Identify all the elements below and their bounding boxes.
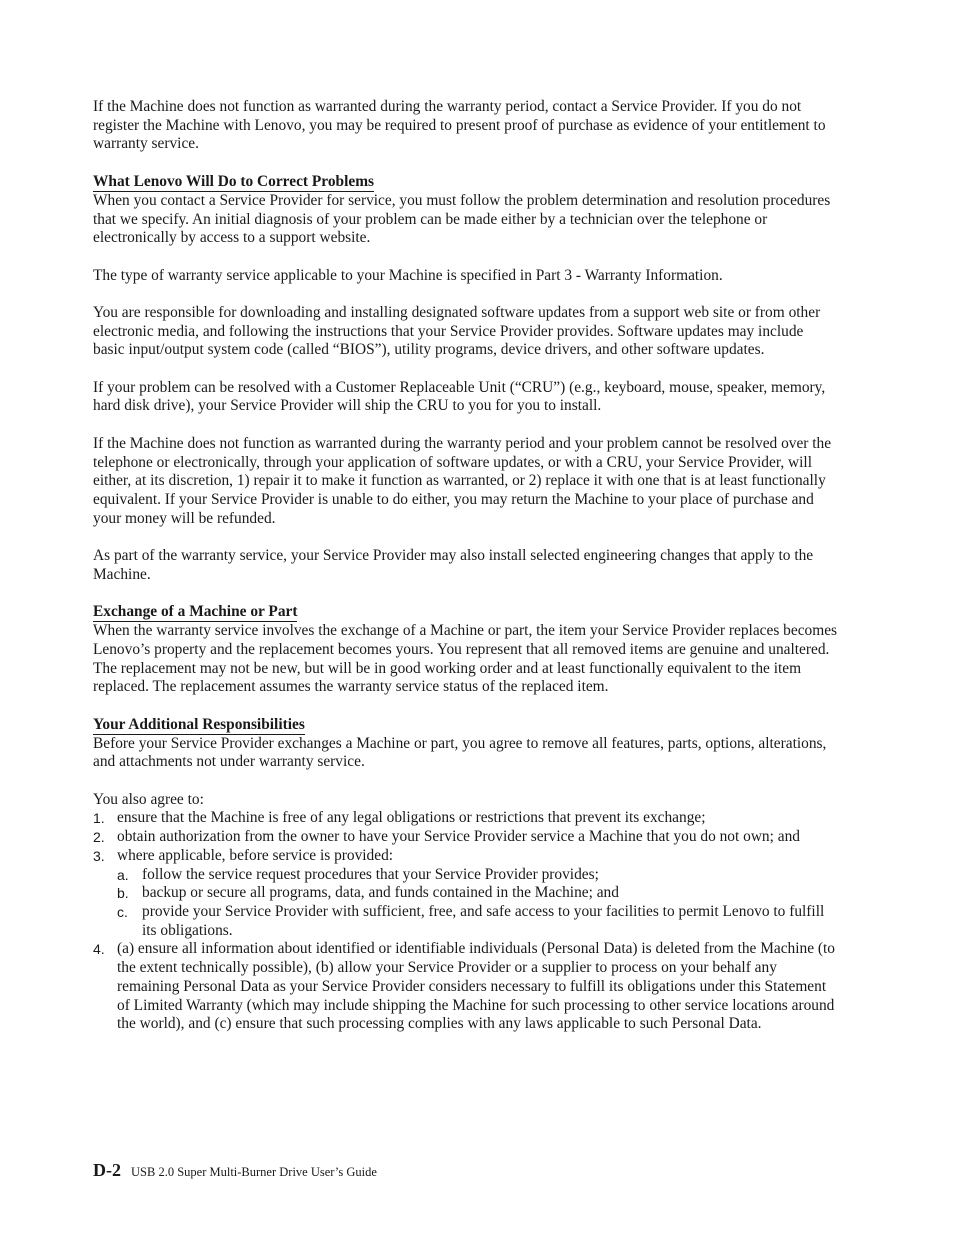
list-item-text: (a) ensure all information about identified or identifiable individuals (Personal Data) is deleted from the Machine (to the extent technically possible), (b) allow your Service Provider or a supplier to process on your behalf any remaining Personal Data as your Service Provider considers necessary to fulfill its obligations under this Statement of Limited Warranty (which may include shipping the Machine for such processing to other service locations around the world), and (c) ensure that such processing complies with any laws applicable to such Personal Data. (117, 940, 836, 1033)
book-title: USB 2.0 Super Multi-Burner Drive User’s Guide (131, 1165, 377, 1179)
responsibilities-list (93, 809, 838, 1033)
list-item-text: ensure that the Machine is free of any legal obligations or restrictions that prevent its exchange; (117, 809, 706, 827)
paragraph: The type of warranty service applicable to your Machine is specified in Part 3 - Warranty Information. (93, 266, 723, 284)
paragraph: As part of the warranty service, your Service Provider may also install selected engineering changes that apply to the Machine. (93, 547, 814, 583)
list-item (93, 847, 838, 941)
list-marker: 3. (93, 847, 105, 864)
section-heading-wrap (93, 603, 838, 622)
section-heading-wrap (93, 173, 838, 192)
sub-list-item-text: provide your Service Provider with sufficient, free, and safe access to your facilities to permit Lenovo to fulfill its obligations. (142, 902, 825, 939)
page-footer (93, 1160, 377, 1181)
paragraph: If the Machine does not function as warranted during the warranty period and your problem cannot be resolved over the telephone or electronically, through your application of software updates, or with a CRU, your Service Provider, will either, at its discretion, 1) repair it to make it function as warranted, or 2) replace it with one that is at least functionally equivalent. If your Service Provider is unable to do either, you may return the Machine to your place of purchase and your money will be refunded. (93, 434, 832, 527)
sub-list-marker: b. (117, 885, 129, 902)
sub-list-item-text: backup or secure all programs, data, and funds contained in the Machine; and (142, 884, 619, 902)
paragraph: When the warranty service involves the exchange of a Machine or part, the item your Service Provider replaces becomes Lenovo’s property and the replacement becomes yours. You represent that all removed items are genuine and unaltered. The replacement may not be new, but will be in good working order and at least functionally equivalent to the item replaced. The replacement assumes the warranty service status of the replaced item. (93, 622, 838, 696)
sub-list-marker: c. (117, 903, 128, 920)
sub-list-marker: a. (117, 866, 129, 883)
list-item (93, 809, 838, 828)
agree-intro: You also agree to: (93, 790, 204, 808)
sub-list-item (117, 884, 838, 903)
sub-list (117, 866, 838, 941)
section-heading-exchange: Exchange of a Machine or Part (93, 603, 298, 621)
list-item-text: obtain authorization from the owner to have your Service Provider service a Machine that you do not own; and (117, 828, 800, 846)
page-number: D-2 (93, 1160, 121, 1180)
list-item (93, 828, 838, 847)
page-content (93, 98, 838, 1034)
sub-list-item (117, 903, 838, 940)
list-marker: 1. (93, 810, 105, 827)
paragraph: When you contact a Service Provider for service, you must follow the problem determination and resolution procedures that we specify. An initial diagnosis of your problem can be made either by a technician over the telephone or electronically by access to a support website. (93, 191, 831, 247)
list-marker: 4. (93, 941, 105, 958)
section-heading-correct-problems: What Lenovo Will Do to Correct Problems (93, 172, 374, 190)
sub-list-item (117, 866, 838, 885)
paragraph: You are responsible for downloading and installing designated software updates from a support web site or from other electronic media, and following the instructions that your Service Provider provides. Software updates may include basic input/output system code (called “BIOS”), utility programs, device drivers, and other software updates. (93, 303, 821, 359)
section-heading-wrap (93, 716, 838, 735)
list-item-text: where applicable, before service is provided: (117, 846, 394, 864)
paragraph: Before your Service Provider exchanges a Machine or part, you agree to remove all features, parts, options, alterations, and attachments not under warranty service. (93, 734, 827, 771)
paragraph: If your problem can be resolved with a Customer Replaceable Unit (“CRU”) (e.g., keyboard, mouse, speaker, memory, hard disk drive), your Service Provider will ship the CRU to you for you to install. (93, 378, 826, 415)
sub-list-item-text: follow the service request procedures that your Service Provider provides; (142, 865, 599, 883)
intro-paragraph: If the Machine does not function as warranted during the warranty period, contact a Service Provider. If you do not register the Machine with Lenovo, you may be required to present proof of purchase as evidence of your entitlement to warranty service. (93, 98, 826, 153)
section-heading-responsibilities: Your Additional Responsibilities (93, 715, 305, 733)
list-marker: 2. (93, 829, 105, 846)
list-item (93, 940, 838, 1034)
